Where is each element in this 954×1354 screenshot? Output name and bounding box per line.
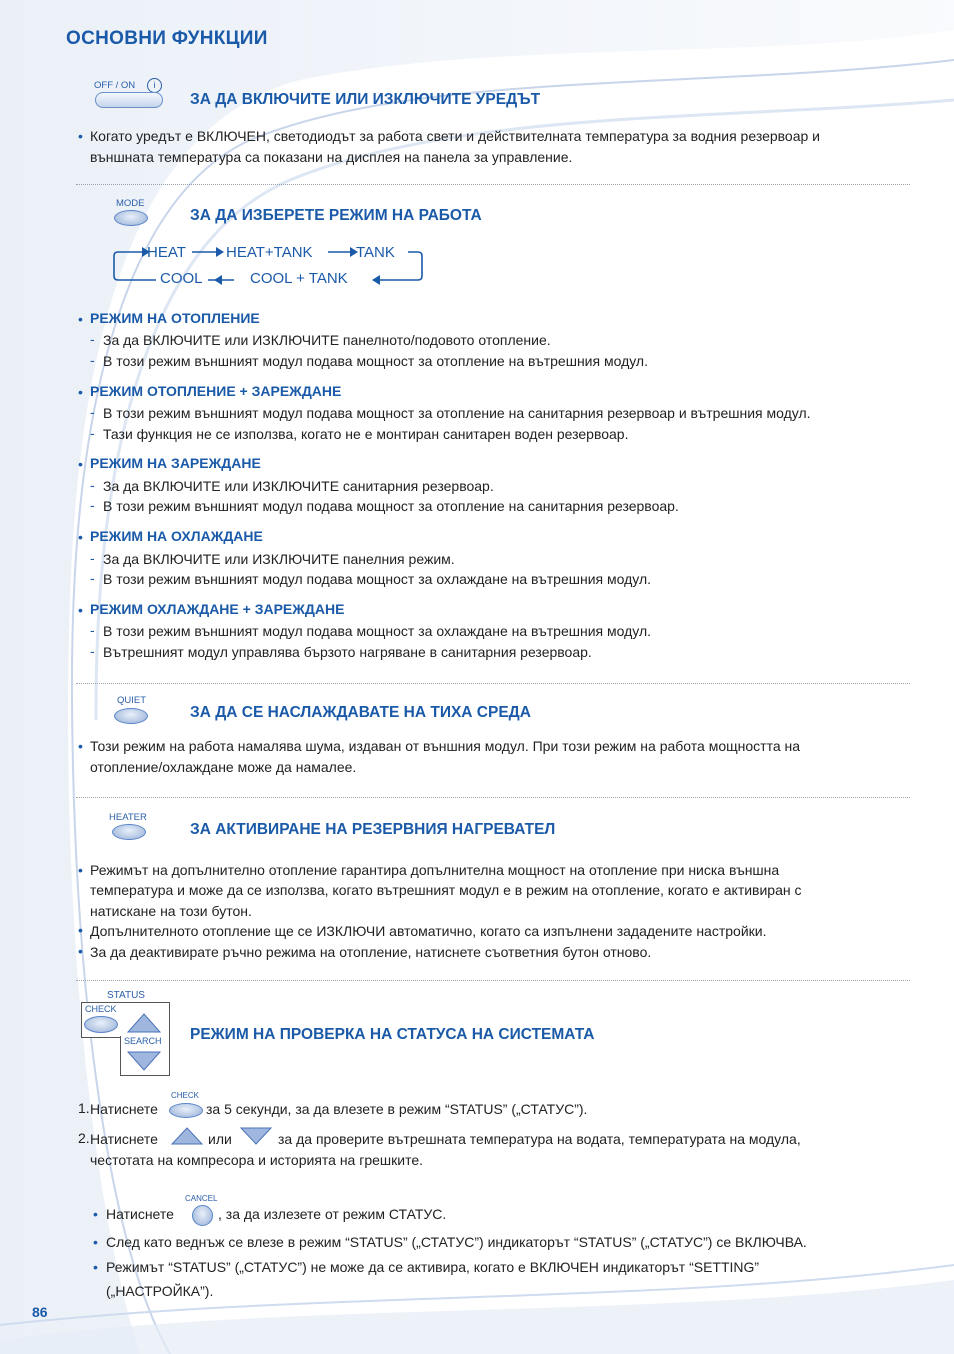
check-label: CHECK: [85, 1004, 117, 1014]
mode-name: РЕЖИМ НА ОТОПЛЕНИЕ: [90, 310, 260, 326]
step2-text-b: за да проверите вътрешната температура на водата, температурата на модула,: [278, 1131, 801, 1147]
dash: -: [90, 425, 95, 441]
heater-text-2: температура и може да се използва, когато вътрешният модул е в режим на отопление, когато е активиран с: [90, 882, 802, 898]
power-icon: i: [147, 78, 162, 93]
dash: -: [90, 497, 95, 513]
check-button[interactable]: [84, 1016, 118, 1033]
status-section-title: РЕЖИМ НА ПРОВЕРКА НА СТАТУСА НА СИСТЕМАТА: [190, 1026, 595, 1043]
quiet-text-2: отопление/охлаждане може да намалее.: [90, 759, 357, 775]
note3-text-b: („НАСТРОЙКА”).: [106, 1283, 214, 1299]
note1-text-a: Натиснете: [106, 1206, 174, 1222]
step1-check-button-icon: [169, 1103, 203, 1118]
bullet: •: [93, 1259, 98, 1275]
status-label: STATUS: [107, 990, 145, 1001]
mode-heat-tank: HEAT+TANK: [226, 244, 313, 261]
page-number: 86: [32, 1304, 48, 1320]
step2-up-arrow-icon: [170, 1126, 204, 1146]
mode-item: За да ВКЛЮЧИТЕ или ИЗКЛЮЧИТЕ санитарния резервоар.: [103, 478, 494, 494]
search-label: SEARCH: [124, 1036, 162, 1046]
step1-text-a: Натиснете: [90, 1101, 158, 1117]
dash: -: [90, 643, 95, 659]
step1-check-label: CHECK: [171, 1091, 200, 1100]
bullet: •: [78, 738, 83, 754]
mode-item: За да ВКЛЮЧИТЕ или ИЗКЛЮЧИТЕ панелния режим.: [103, 551, 455, 567]
note2-text: След като веднъж се влезе в режим “STATUS” („СТАТУС”) индикаторът “STATUS” („СТАТУС”) се ВКЛЮЧВА.: [106, 1234, 807, 1250]
mode-tank: TANK: [356, 244, 395, 261]
dash: -: [90, 550, 95, 566]
onoff-button[interactable]: [95, 92, 163, 108]
step2-down-arrow-icon: [239, 1126, 273, 1146]
mode-cool: COOL: [160, 270, 203, 287]
onoff-section-title: ЗА ДА ВКЛЮЧИТЕ ИЛИ ИЗКЛЮЧИТЕ УРЕДЪТ: [190, 91, 541, 108]
mode-item: В този режим външният модул подава мощност за отопление на вътрешния модул.: [103, 353, 648, 369]
step1-text-b: за 5 секунди, за да влезете в режим “STATUS” („СТАТУС”).: [206, 1101, 588, 1117]
heater-text-3: натискане на този бутон.: [90, 903, 252, 919]
bullet: •: [93, 1206, 98, 1222]
dash: -: [90, 331, 95, 347]
bullet: •: [93, 1234, 98, 1250]
quiet-text-1: Този режим на работа намалява шума, издаван от външния модул. При този режим на работа мощността на: [90, 738, 801, 754]
dash: -: [90, 352, 95, 368]
onoff-text-1: Когато уредът е ВКЛЮЧЕН, светодиодът за работа свети и действителната температура за водния резервоар и: [90, 128, 821, 144]
separator: [76, 184, 910, 185]
quiet-button-label: QUIET: [117, 695, 147, 706]
mode-name: РЕЖИМ ОХЛАЖДАНЕ + ЗАРЕЖДАНЕ: [90, 601, 345, 617]
mode-name: РЕЖИМ НА ОХЛАЖДАНЕ: [90, 528, 263, 544]
dash: -: [90, 570, 95, 586]
mode-section-title: ЗА ДА ИЗБЕРЕТЕ РЕЖИМ НА РАБОТА: [190, 207, 482, 224]
bullet: •: [78, 862, 83, 878]
mode-item: За да ВКЛЮЧИТЕ или ИЗКЛЮЧИТЕ панелното/подовото отопление.: [103, 332, 551, 348]
mode-name: РЕЖИМ НА ЗАРЕЖДАНЕ: [90, 455, 261, 471]
heater-text-4: Допълнителното отопление ще се ИЗКЛЮЧИ автоматично, когато са изпълнени зададените настройки.: [90, 923, 767, 939]
bullet: •: [78, 943, 83, 959]
mode-item: В този режим външният модул подава мощност за охлаждане на вътрешния модул.: [103, 571, 652, 587]
step2-or: или: [208, 1131, 232, 1147]
onoff-text-2: външната температура са показани на дисплея на панела за управление.: [90, 149, 573, 165]
mode-item: В този режим външният модул подава мощност за охлаждане на вътрешния модул.: [103, 623, 652, 639]
mode-item: Тази функция не се използва, когато не е монтиран санитарен воден резервоар.: [103, 426, 629, 442]
bullet: •: [78, 128, 83, 144]
mode-button-label: MODE: [116, 198, 145, 209]
heater-section-title: ЗА АКТИВИРАНЕ НА РЕЗЕРВНИЯ НАГРЕВАТЕЛ: [190, 821, 556, 838]
onoff-button-label: OFF / ON: [94, 80, 136, 91]
step2-text-c: честотата на компресора и историята на грешките.: [90, 1152, 424, 1168]
bullet: •: [78, 384, 83, 400]
bullet: •: [78, 529, 83, 545]
mode-item: Вътрешният модул управлява бързото нагряване в санитарния резервоар.: [103, 644, 592, 660]
dash: -: [90, 477, 95, 493]
note1-text-b: , за да излезете от режим СТАТУС.: [218, 1206, 447, 1222]
dash: -: [90, 404, 95, 420]
page-title: ОСНОВНИ ФУНКЦИИ: [66, 28, 268, 49]
note3-text-a: Режимът “STATUS” („СТАТУС”) не може да се активира, когато е ВКЛЮЧЕН индикаторът “SETTING”: [106, 1259, 760, 1275]
quiet-section-title: ЗА ДА СЕ НАСЛАЖДАВАТЕ НА ТИХА СРЕДА: [190, 704, 531, 721]
separator: [76, 797, 910, 798]
bullet: •: [78, 602, 83, 618]
step-number: 2.: [78, 1130, 90, 1146]
dash: -: [90, 622, 95, 638]
mode-cool-tank: COOL + TANK: [250, 270, 348, 287]
cancel-label: CANCEL: [185, 1194, 218, 1203]
bullet: •: [78, 456, 83, 472]
cancel-button-icon: [192, 1205, 213, 1226]
step-number: 1.: [78, 1100, 90, 1116]
separator: [76, 980, 910, 981]
heater-text-1: Режимът на допълнително отопление гарантира допълнителна мощност на отопление при ниска външна: [90, 862, 780, 878]
mode-item: В този режим външният модул подава мощност за отопление на санитарния резервоар и вътрешния модул.: [103, 405, 811, 421]
mode-button[interactable]: [114, 210, 148, 226]
bullet: •: [78, 311, 83, 327]
mode-heat: HEAT: [147, 244, 186, 261]
mode-name: РЕЖИМ ОТОПЛЕНИЕ + ЗАРЕЖДАНЕ: [90, 383, 342, 399]
up-arrow-icon[interactable]: [126, 1012, 162, 1034]
quiet-button[interactable]: [114, 708, 148, 724]
separator: [76, 683, 910, 684]
bullet: •: [78, 922, 83, 938]
heater-text-5: За да деактивирате ръчно режима на отопление, натиснете съответния бутон отново.: [90, 944, 652, 960]
heater-button[interactable]: [112, 824, 146, 840]
heater-button-label: HEATER: [109, 812, 147, 823]
down-arrow-icon[interactable]: [126, 1050, 162, 1072]
mode-item: В този режим външният модул подава мощност за отопление на санитарния резервоар.: [103, 498, 679, 514]
step2-text-a: Натиснете: [90, 1131, 158, 1147]
